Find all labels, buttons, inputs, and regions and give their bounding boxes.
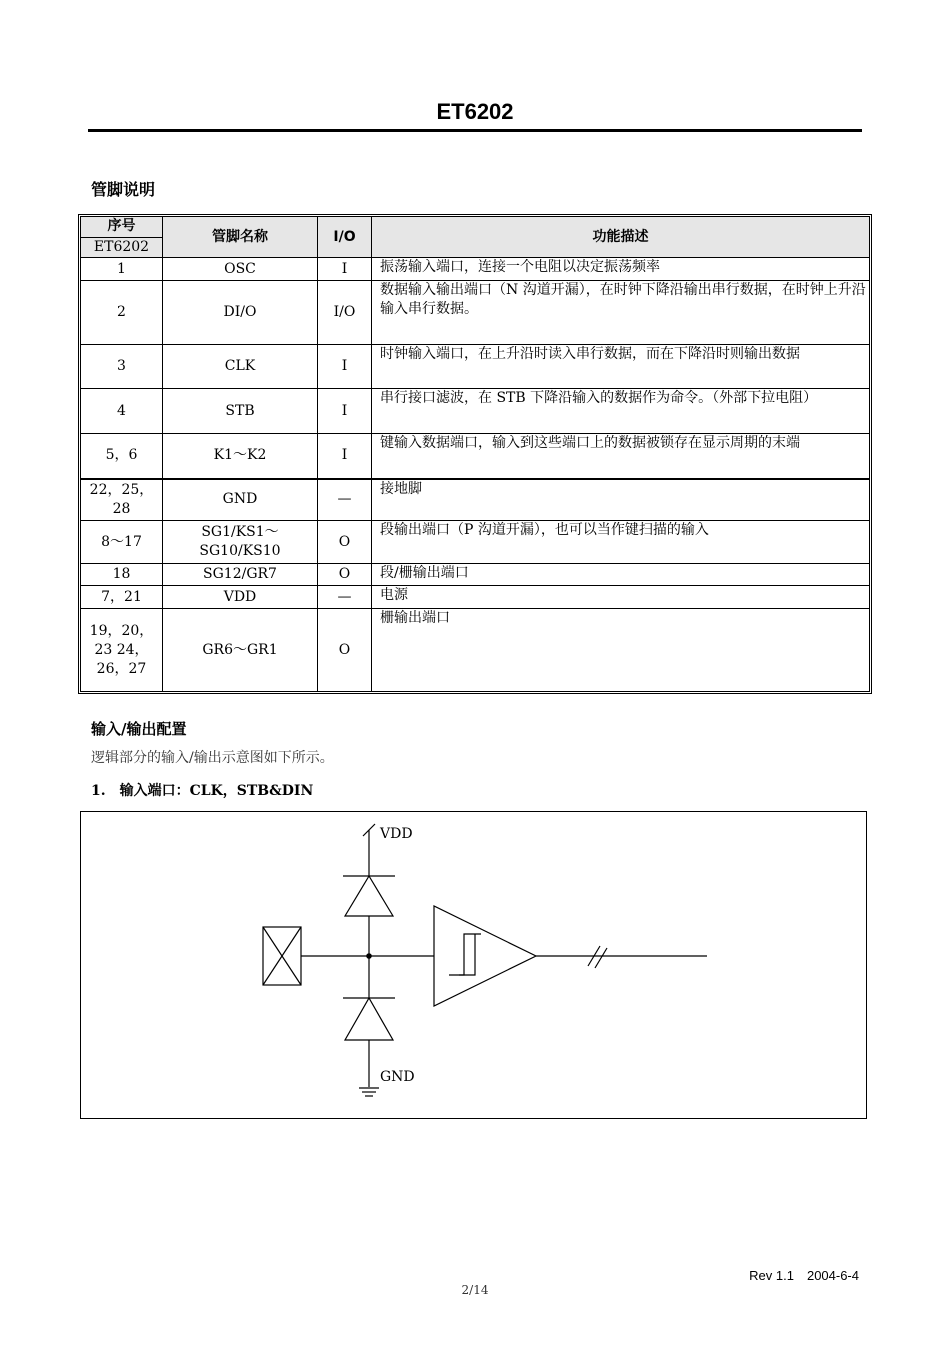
title-rule — [88, 129, 862, 132]
pin-name: CLK — [163, 345, 318, 389]
schmitt-buffer-icon — [434, 906, 536, 1006]
pin-number: 18 — [81, 564, 163, 586]
table-row — [81, 434, 870, 479]
vdd-label: VDD — [380, 826, 413, 842]
pin-name: STB — [163, 389, 318, 434]
pin-description: 段/栅输出端口 — [372, 564, 870, 586]
revision-label: Rev 1.1 2004-6-4 — [749, 1268, 859, 1283]
pin-description: 接地脚 — [372, 479, 870, 521]
table-header-row — [81, 217, 870, 258]
input-port-circuit-diagram — [80, 811, 867, 1119]
pin-number: 19，20，23 24，26，27 — [81, 609, 163, 692]
table-row — [81, 389, 870, 434]
io-section-heading: 输入/输出配置 — [91, 720, 187, 738]
pin-io: I — [318, 258, 372, 281]
header-seq-cell — [81, 217, 163, 258]
pin-name: K1～K2 — [163, 434, 318, 479]
gnd-label: GND — [380, 1069, 415, 1085]
lower-diode-icon — [345, 998, 393, 1040]
pin-io: I/O — [318, 281, 372, 345]
pin-number: 1 — [81, 258, 163, 281]
pin-number: 4 — [81, 389, 163, 434]
pin-number: 8～17 — [81, 521, 163, 564]
table-row — [81, 281, 870, 345]
pin-description-table — [80, 216, 870, 692]
header-seq-sub-label: ET6202 — [81, 237, 162, 257]
table-row — [81, 258, 870, 281]
pin-description: 栅输出端口 — [372, 609, 870, 692]
pin-section-heading: 管脚说明 — [91, 180, 156, 199]
pin-description: 振荡输入端口，连接一个电阻以决定振荡频率 — [372, 258, 870, 281]
header-seq-label: 序号 — [107, 218, 136, 234]
pin-io: I — [318, 345, 372, 389]
pin-number: 5，6 — [81, 434, 163, 479]
pin-io: O — [318, 564, 372, 586]
pin-number: 2 — [81, 281, 163, 345]
table-row — [81, 479, 870, 521]
table-row — [81, 521, 870, 564]
pin-name: SG12/GR7 — [163, 564, 318, 586]
hysteresis-icon — [449, 934, 481, 975]
header-function: 功能描述 — [372, 217, 870, 258]
pin-io: O — [318, 521, 372, 564]
pin-name: GR6～GR1 — [163, 609, 318, 692]
pin-name: DI/O — [163, 281, 318, 345]
pin-name: OSC — [163, 258, 318, 281]
pin-description: 段输出端口（P 沟道开漏），也可以当作键扫描的输入 — [372, 521, 870, 564]
pin-name: SG1/KS1～SG10/KS10 — [163, 521, 318, 564]
pin-io: I — [318, 389, 372, 434]
pin-name: GND — [163, 479, 318, 521]
pin-number: 7，21 — [81, 586, 163, 609]
junction-dot — [367, 954, 371, 958]
pin-number: 3 — [81, 345, 163, 389]
table-row — [81, 586, 870, 609]
table-row — [81, 345, 870, 389]
pin-description: 串行接口滤波，在 STB 下降沿输入的数据作为命令。（外部下拉电阻） — [372, 389, 870, 434]
header-pin-name: 管脚名称 — [163, 217, 318, 258]
pin-description: 时钟输入端口，在上升沿时读入串行数据，而在下降沿时则输出数据 — [372, 345, 870, 389]
upper-diode-icon — [345, 876, 393, 916]
hysteresis-icon-b — [459, 934, 475, 975]
circuit-svg — [81, 812, 868, 1120]
header-io: I/O — [318, 217, 372, 258]
pin-io: — — [318, 479, 372, 521]
document-title: ET6202 — [436, 99, 514, 124]
pin-io: I — [318, 434, 372, 479]
io-intro-text: 逻辑部分的输入/输出示意图如下所示。 — [91, 750, 334, 766]
pin-description: 键输入数据端口，输入到这些端口上的数据被锁存在显示周期的末端 — [372, 434, 870, 479]
pin-io: O — [318, 609, 372, 692]
pin-number: 22，25，28 — [81, 479, 163, 521]
input-port-heading: 1. 输入端口：CLK，STB&DIN — [91, 783, 314, 799]
pin-description: 数据输入输出端口（N 沟道开漏），在时钟下降沿输出串行数据，在时钟上升沿输入串行数据。 — [372, 281, 870, 345]
page-number: 2/14 — [461, 1283, 489, 1297]
pin-io: — — [318, 586, 372, 609]
table-row — [81, 564, 870, 586]
pin-description: 电源 — [372, 586, 870, 609]
pin-name: VDD — [163, 586, 318, 609]
table-row — [81, 609, 870, 692]
